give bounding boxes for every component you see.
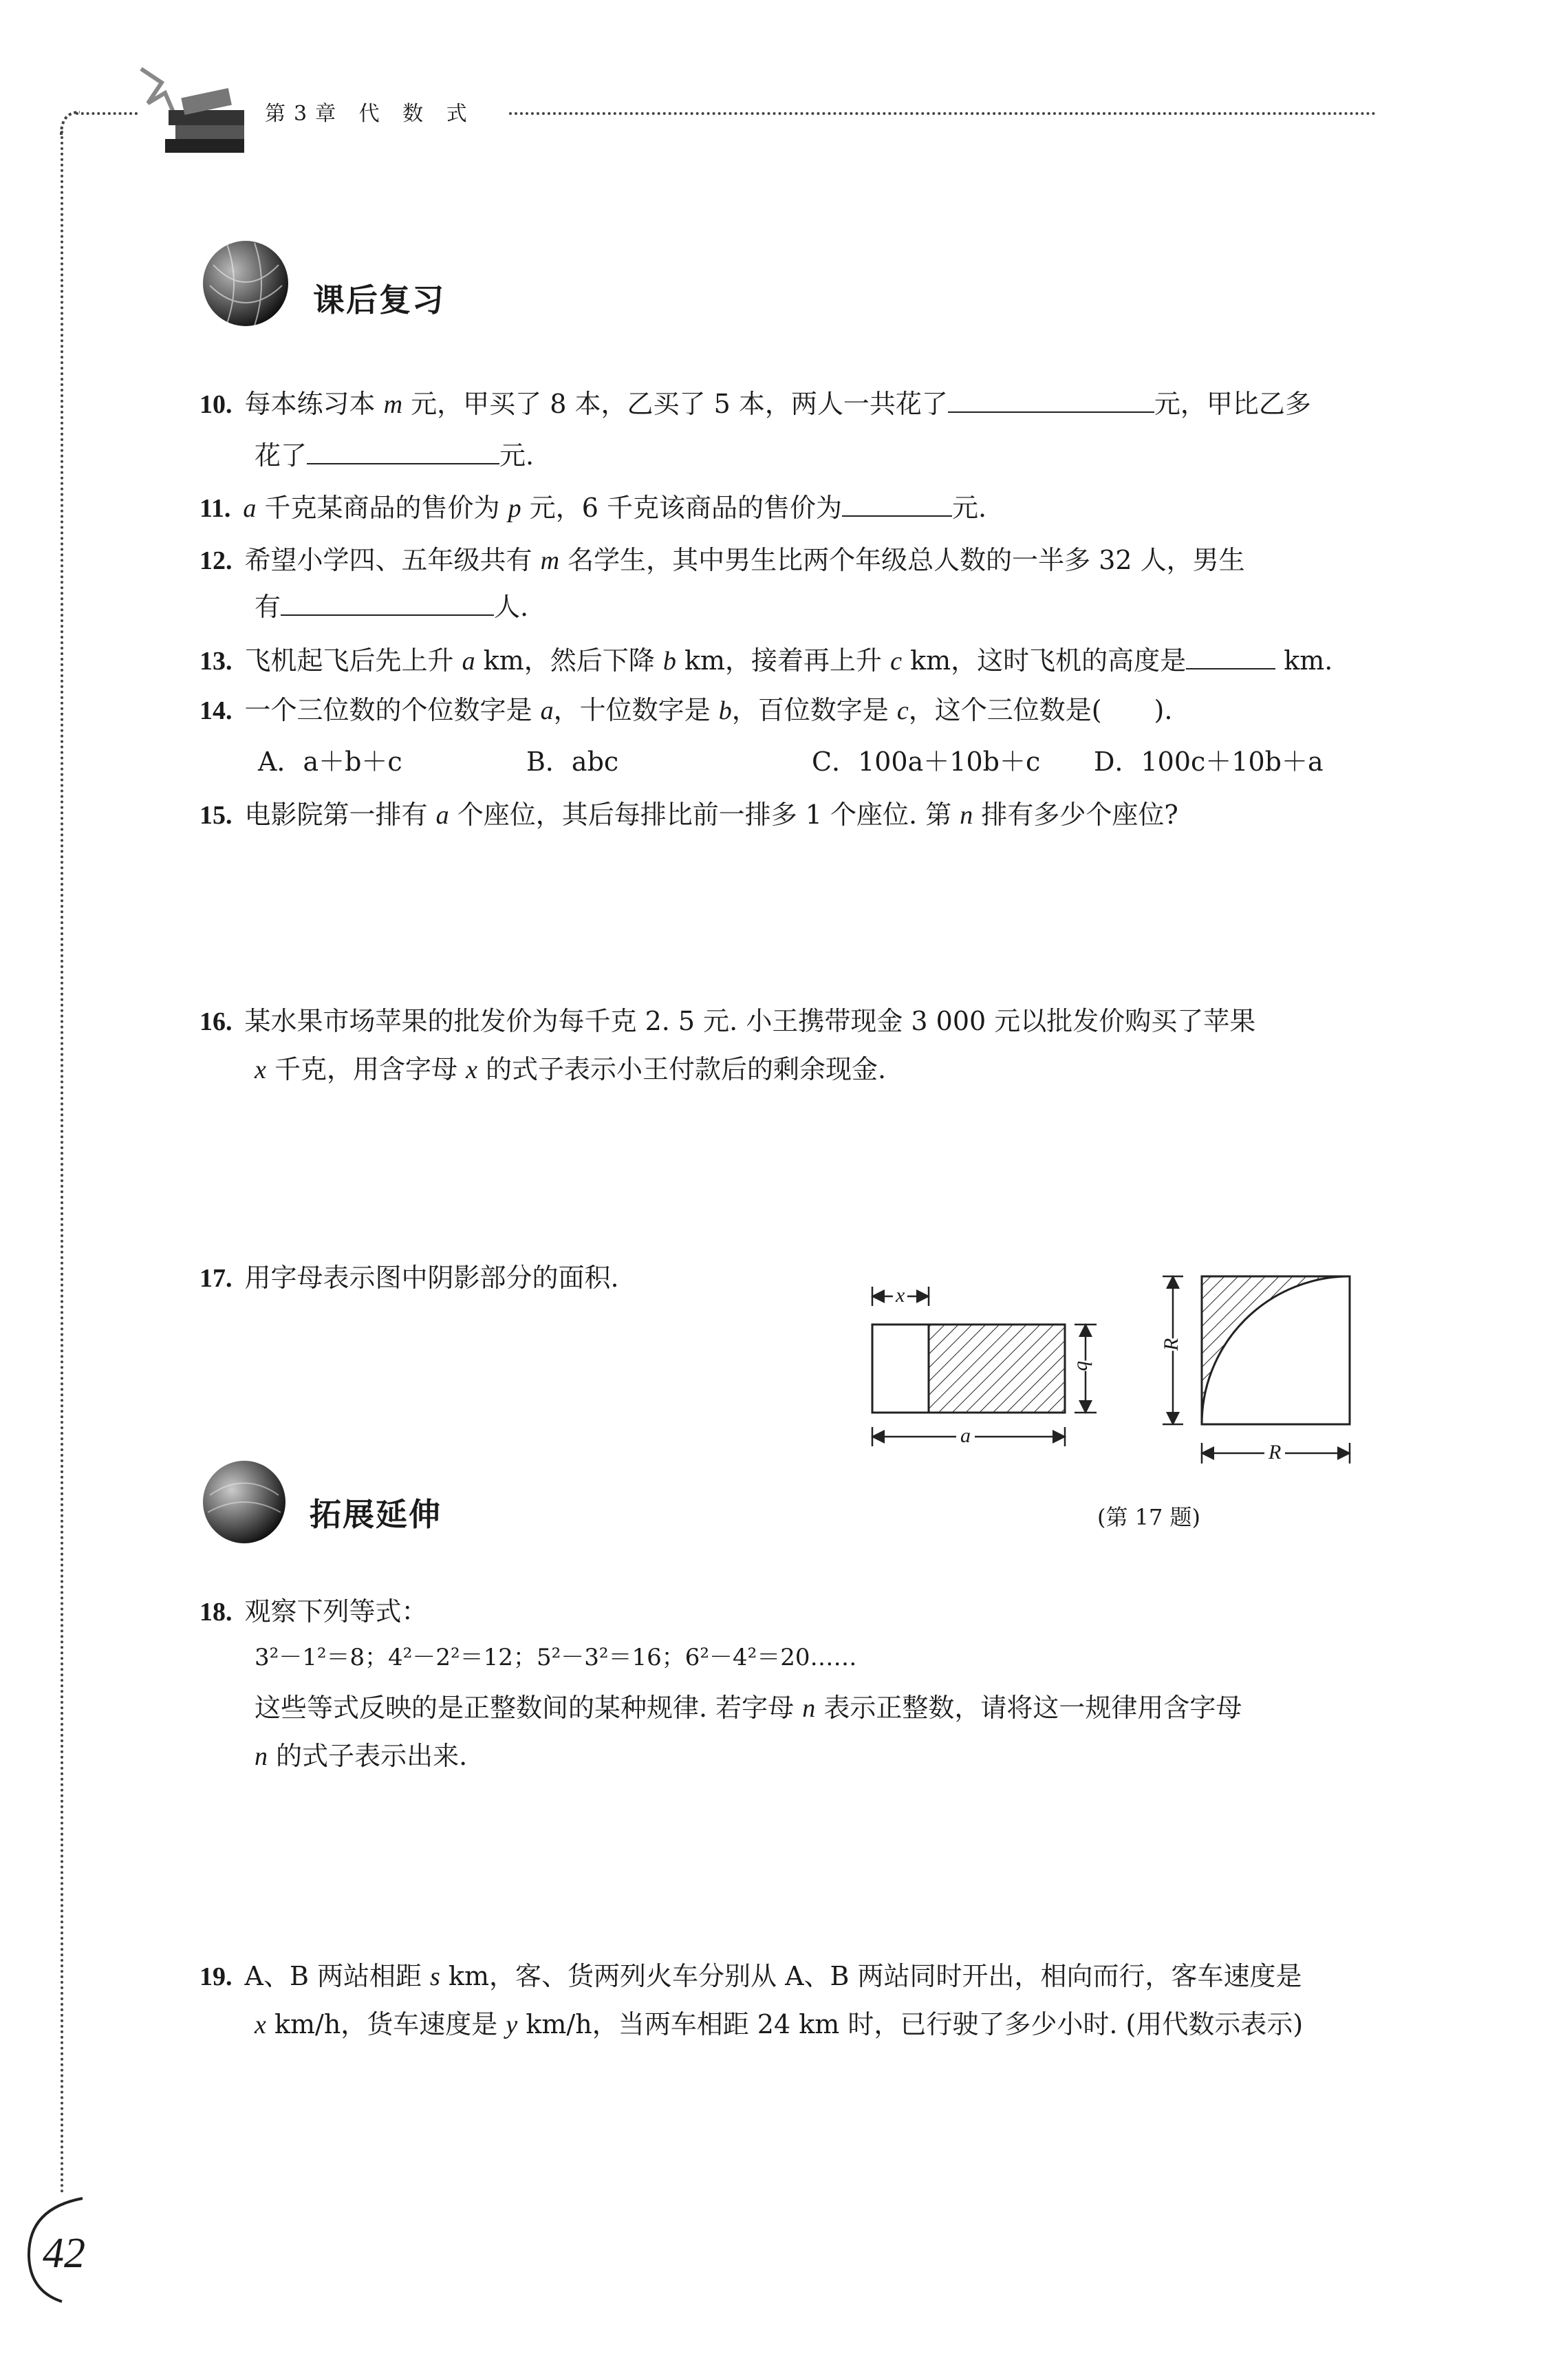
option-b[interactable]: B．abc xyxy=(526,747,619,777)
answer-blank[interactable] xyxy=(281,591,494,616)
question-17: 17. 用字母表示图中阴影部分的面积. xyxy=(199,1263,619,1293)
left-margin-dotted-rule xyxy=(61,131,63,2195)
header-dotted-rule xyxy=(509,112,1376,115)
option-d[interactable]: D．100c＋10b＋a xyxy=(1094,747,1324,777)
label-a: a xyxy=(956,1424,975,1448)
question-18-cont: 这些等式反映的是正整数间的某种规律. 若字母 n 表示正整数，请将这一规律用含字母 xyxy=(255,1693,1242,1723)
question-18-equations: 3²－1²＝8；4²－2²＝12；5²－3²＝16；6²－4²＝20…… xyxy=(255,1644,857,1671)
question-19: 19. A、B 两站相距 s km，客、货两列火车分别从 A、B 两站同时开出，相向而行，客车速度是 xyxy=(199,1961,1302,1991)
section-title-review: 课后复习 xyxy=(313,281,445,319)
question-number: 19. xyxy=(199,1962,233,1991)
question-number: 14. xyxy=(199,696,233,725)
answer-blank[interactable] xyxy=(948,388,1154,413)
answer-blank[interactable] xyxy=(842,492,952,517)
label-x: x xyxy=(893,1284,907,1307)
question-18: 18. 观察下列等式： xyxy=(199,1596,428,1627)
question-16-cont: x 千克，用含字母 x 的式子表示小王付款后的剩余现金. xyxy=(255,1054,887,1084)
globe-icon xyxy=(199,237,292,330)
rectangle-figure xyxy=(872,1287,1097,1446)
question-number: 15. xyxy=(199,801,233,830)
label-r-horizontal: R xyxy=(1264,1441,1285,1464)
question-11: 11. a 千克某商品的售价为 p 元，6 千克该商品的售价为 元. xyxy=(199,493,987,523)
section-title-extension: 拓展延伸 xyxy=(310,1496,442,1533)
question-14: 14. 一个三位数的个位数字是 a，十位数字是 b，百位数字是 c，这个三位数是( ). xyxy=(199,695,1173,725)
option-a[interactable]: A．a＋b＋c xyxy=(258,747,402,777)
question-number: 10. xyxy=(199,390,233,419)
question-16: 16. 某水果市场苹果的批发价为每千克 2. 5 元. 小王携带现金 3 000 元以批发价购买了苹果 xyxy=(199,1006,1256,1036)
question-number: 16. xyxy=(199,1007,233,1036)
corner-curve xyxy=(59,109,87,136)
chapter-header: 第3章 代 数 式 xyxy=(265,102,475,126)
question-number: 18. xyxy=(199,1598,233,1627)
question-number: 11. xyxy=(199,494,231,523)
option-c[interactable]: C．100a＋10b＋c xyxy=(812,747,1041,777)
figure-caption: (第 17 题) xyxy=(1097,1504,1201,1530)
question-19-cont: x km/h，货车速度是 y km/h，当两车相距 24 km 时，已行驶了多少小时. (用代数示表示) xyxy=(255,2009,1304,2039)
page-number: 42 xyxy=(43,2230,85,2277)
question-number: 17. xyxy=(199,1264,233,1293)
question-18-cont2: n 的式子表示出来. xyxy=(255,1741,468,1771)
question-15: 15. 电影院第一排有 a 个座位，其后每排比前一排多 1 个座位. 第 n 排有多少个座位? xyxy=(199,800,1178,830)
globe-icon xyxy=(199,1457,289,1547)
question-12: 12. 希望小学四、五年级共有 m 名学生，其中男生比两个年级总人数的一半多 32 人，男生 xyxy=(199,545,1245,575)
books-logo-icon xyxy=(134,55,251,158)
label-r-vertical: R xyxy=(1160,1338,1183,1351)
question-12-cont: 有 人. xyxy=(255,592,529,622)
question-13: 13. 飞机起飞后先上升 a km，然后下降 b km，接着再上升 c km，这时飞机的高度是 km. xyxy=(199,645,1333,676)
answer-blank[interactable] xyxy=(307,440,499,464)
question-10-cont: 花了 元. xyxy=(255,440,535,471)
square-quarter-circle-figure xyxy=(1163,1276,1350,1464)
figure-17 xyxy=(860,1259,1383,1479)
question-number: 13. xyxy=(199,647,233,676)
question-10: 10. 每本练习本 m 元，甲买了 8 本，乙买了 5 本，两人一共花了 元，甲比乙多 xyxy=(199,389,1311,419)
answer-blank[interactable] xyxy=(1186,645,1275,669)
question-number: 12. xyxy=(199,546,233,575)
label-b: b xyxy=(1072,1360,1096,1371)
